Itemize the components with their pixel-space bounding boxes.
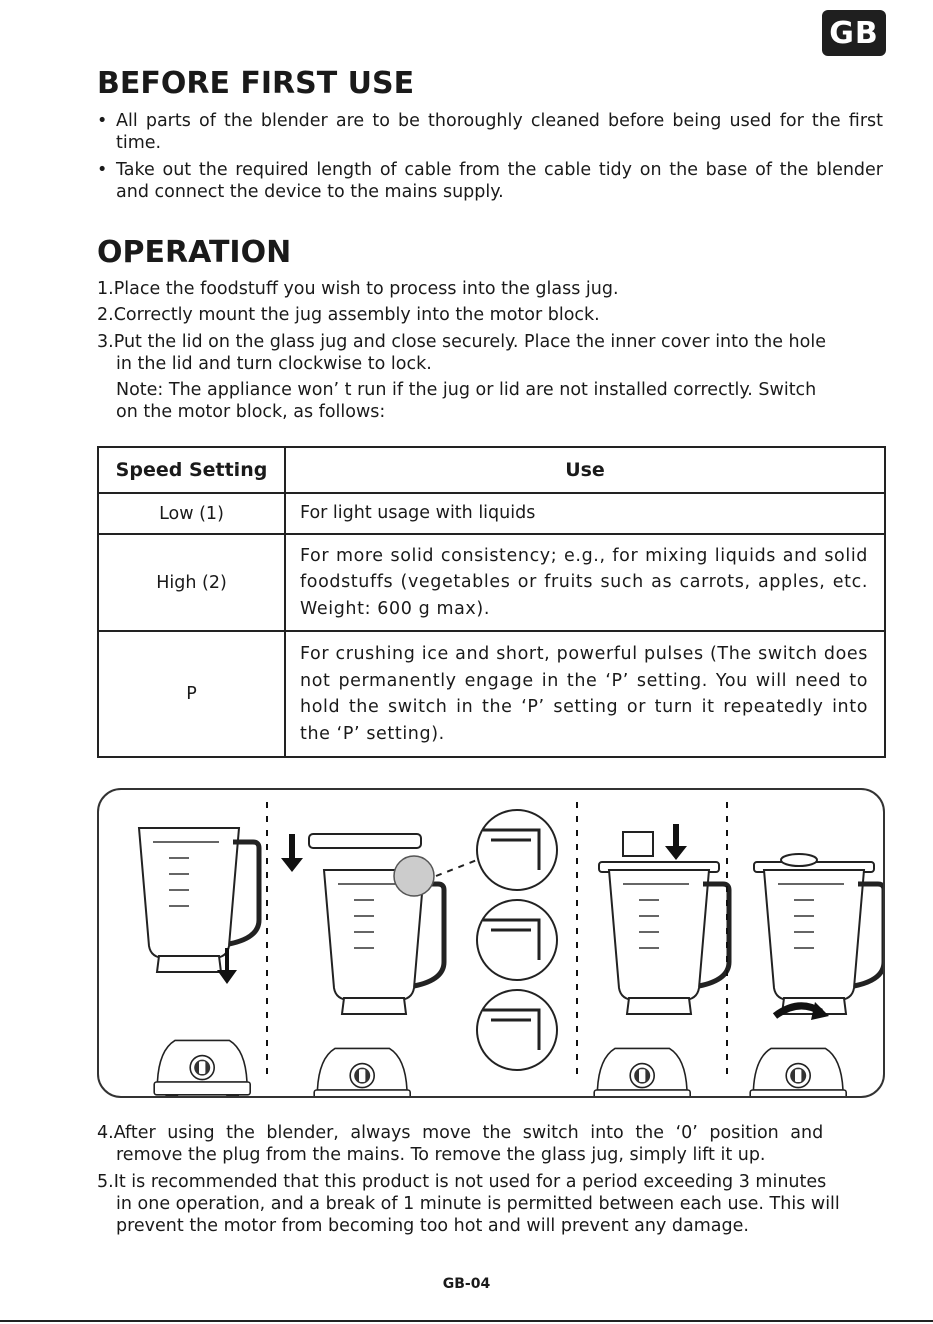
table-cell-setting: Low (1) [98,493,285,534]
operation-step-5-line-3: prevent the motor from becoming too hot and will prevent any damage. [116,1216,749,1236]
bullet-text: All parts of the blender are to be thoroughly cleaned before being used for the first time. [116,111,883,153]
assembly-illustration [99,790,883,1096]
speed-setting-table [97,446,886,758]
detail-circle-2 [477,900,557,980]
page-number: GB-04 [442,1276,491,1292]
detail-circle-1 [477,810,557,890]
operation-step-4 [97,1122,883,1166]
lid-icon [309,834,421,848]
assembly-illustration-panel [97,788,885,1098]
step-1-jug [139,828,259,972]
table-cell-use: For light usage with liquids [285,493,885,534]
operation-note [116,379,883,423]
operation-step-3-line-2: in the lid and turn clockwise to lock. [116,354,432,374]
bullet-dot: • [97,160,108,180]
operation-note-line-2: on the motor block, as follows: [116,402,386,422]
operation-step-4-line-2: remove the plug from the mains. To remove the glass jug, simply lift it up. [116,1145,766,1165]
bullet-item [97,110,883,154]
table-row [98,631,885,757]
operation-step-5-line-2: in one operation, and a break of 1 minute is permitted between each use. This will [116,1194,840,1214]
inner-cover-icon [623,832,653,856]
table-cell-setting: High (2) [98,534,285,631]
operation-step-5 [97,1171,883,1237]
connector-line [436,860,477,876]
operation-step-3-line-1: 3.Put the lid on the glass jug and close securely. Place the inner cover into the hole [97,332,826,352]
operation-step-1: 1.Place the foodstuff you wish to process into the glass jug. [97,279,619,299]
table-row [98,493,885,534]
language-badge: GB [822,10,886,56]
arrow-down-icon [665,824,687,860]
table-cell-use: For crushing ice and short, powerful pulses (The switch does not permanently engage in the ‘P’ setting. You will need to hold the switch in the ‘P’ setting or turn it repeatedly into the ‘P’ setting). [285,631,885,757]
bullet-text: Take out the required length of cable from the cable tidy on the base of the blender and connect the device to the mains supply. [116,160,883,202]
table-cell-setting: P [98,631,285,757]
operation-note-line-1: Note: The appliance won’ t run if the jug or lid are not installed correctly. Switch [116,380,817,400]
table-header-speed-setting: Speed Setting [98,447,285,493]
bottom-rule [0,1320,933,1322]
step-4-base [750,1048,846,1096]
detail-circle-3 [477,990,557,1070]
step-4-jug [764,870,883,1014]
operation-step-3 [97,331,883,375]
step-2-base [314,1048,410,1096]
table-row [98,534,885,631]
arrow-down-icon [281,834,303,872]
step-1-base [154,1040,250,1096]
step-3-jug [609,870,729,1014]
operation-step-4-line-1: 4.After using the blender, always move the switch into the ‘0’ position and [97,1123,824,1143]
table-cell-use: For more solid consistency; e.g., for mixing liquids and solid foodstuffs (vegetables or fruits such as carrots, apples, etc. Weight: 600 g max). [285,534,885,631]
table-header-row [98,447,885,493]
bullet-item [97,159,883,203]
bullet-dot: • [97,111,108,131]
zoom-circle-icon [394,856,434,896]
operation-step-2: 2.Correctly mount the jug assembly into the motor block. [97,305,600,325]
section-heading-operation: OPERATION [97,235,292,270]
operation-step-5-line-1: 5.It is recommended that this product is not used for a period exceeding 3 minutes [97,1172,827,1192]
table-header-use: Use [285,447,885,493]
step-3-base [594,1048,690,1096]
section-heading-before-first-use: BEFORE FIRST USE [97,66,415,101]
